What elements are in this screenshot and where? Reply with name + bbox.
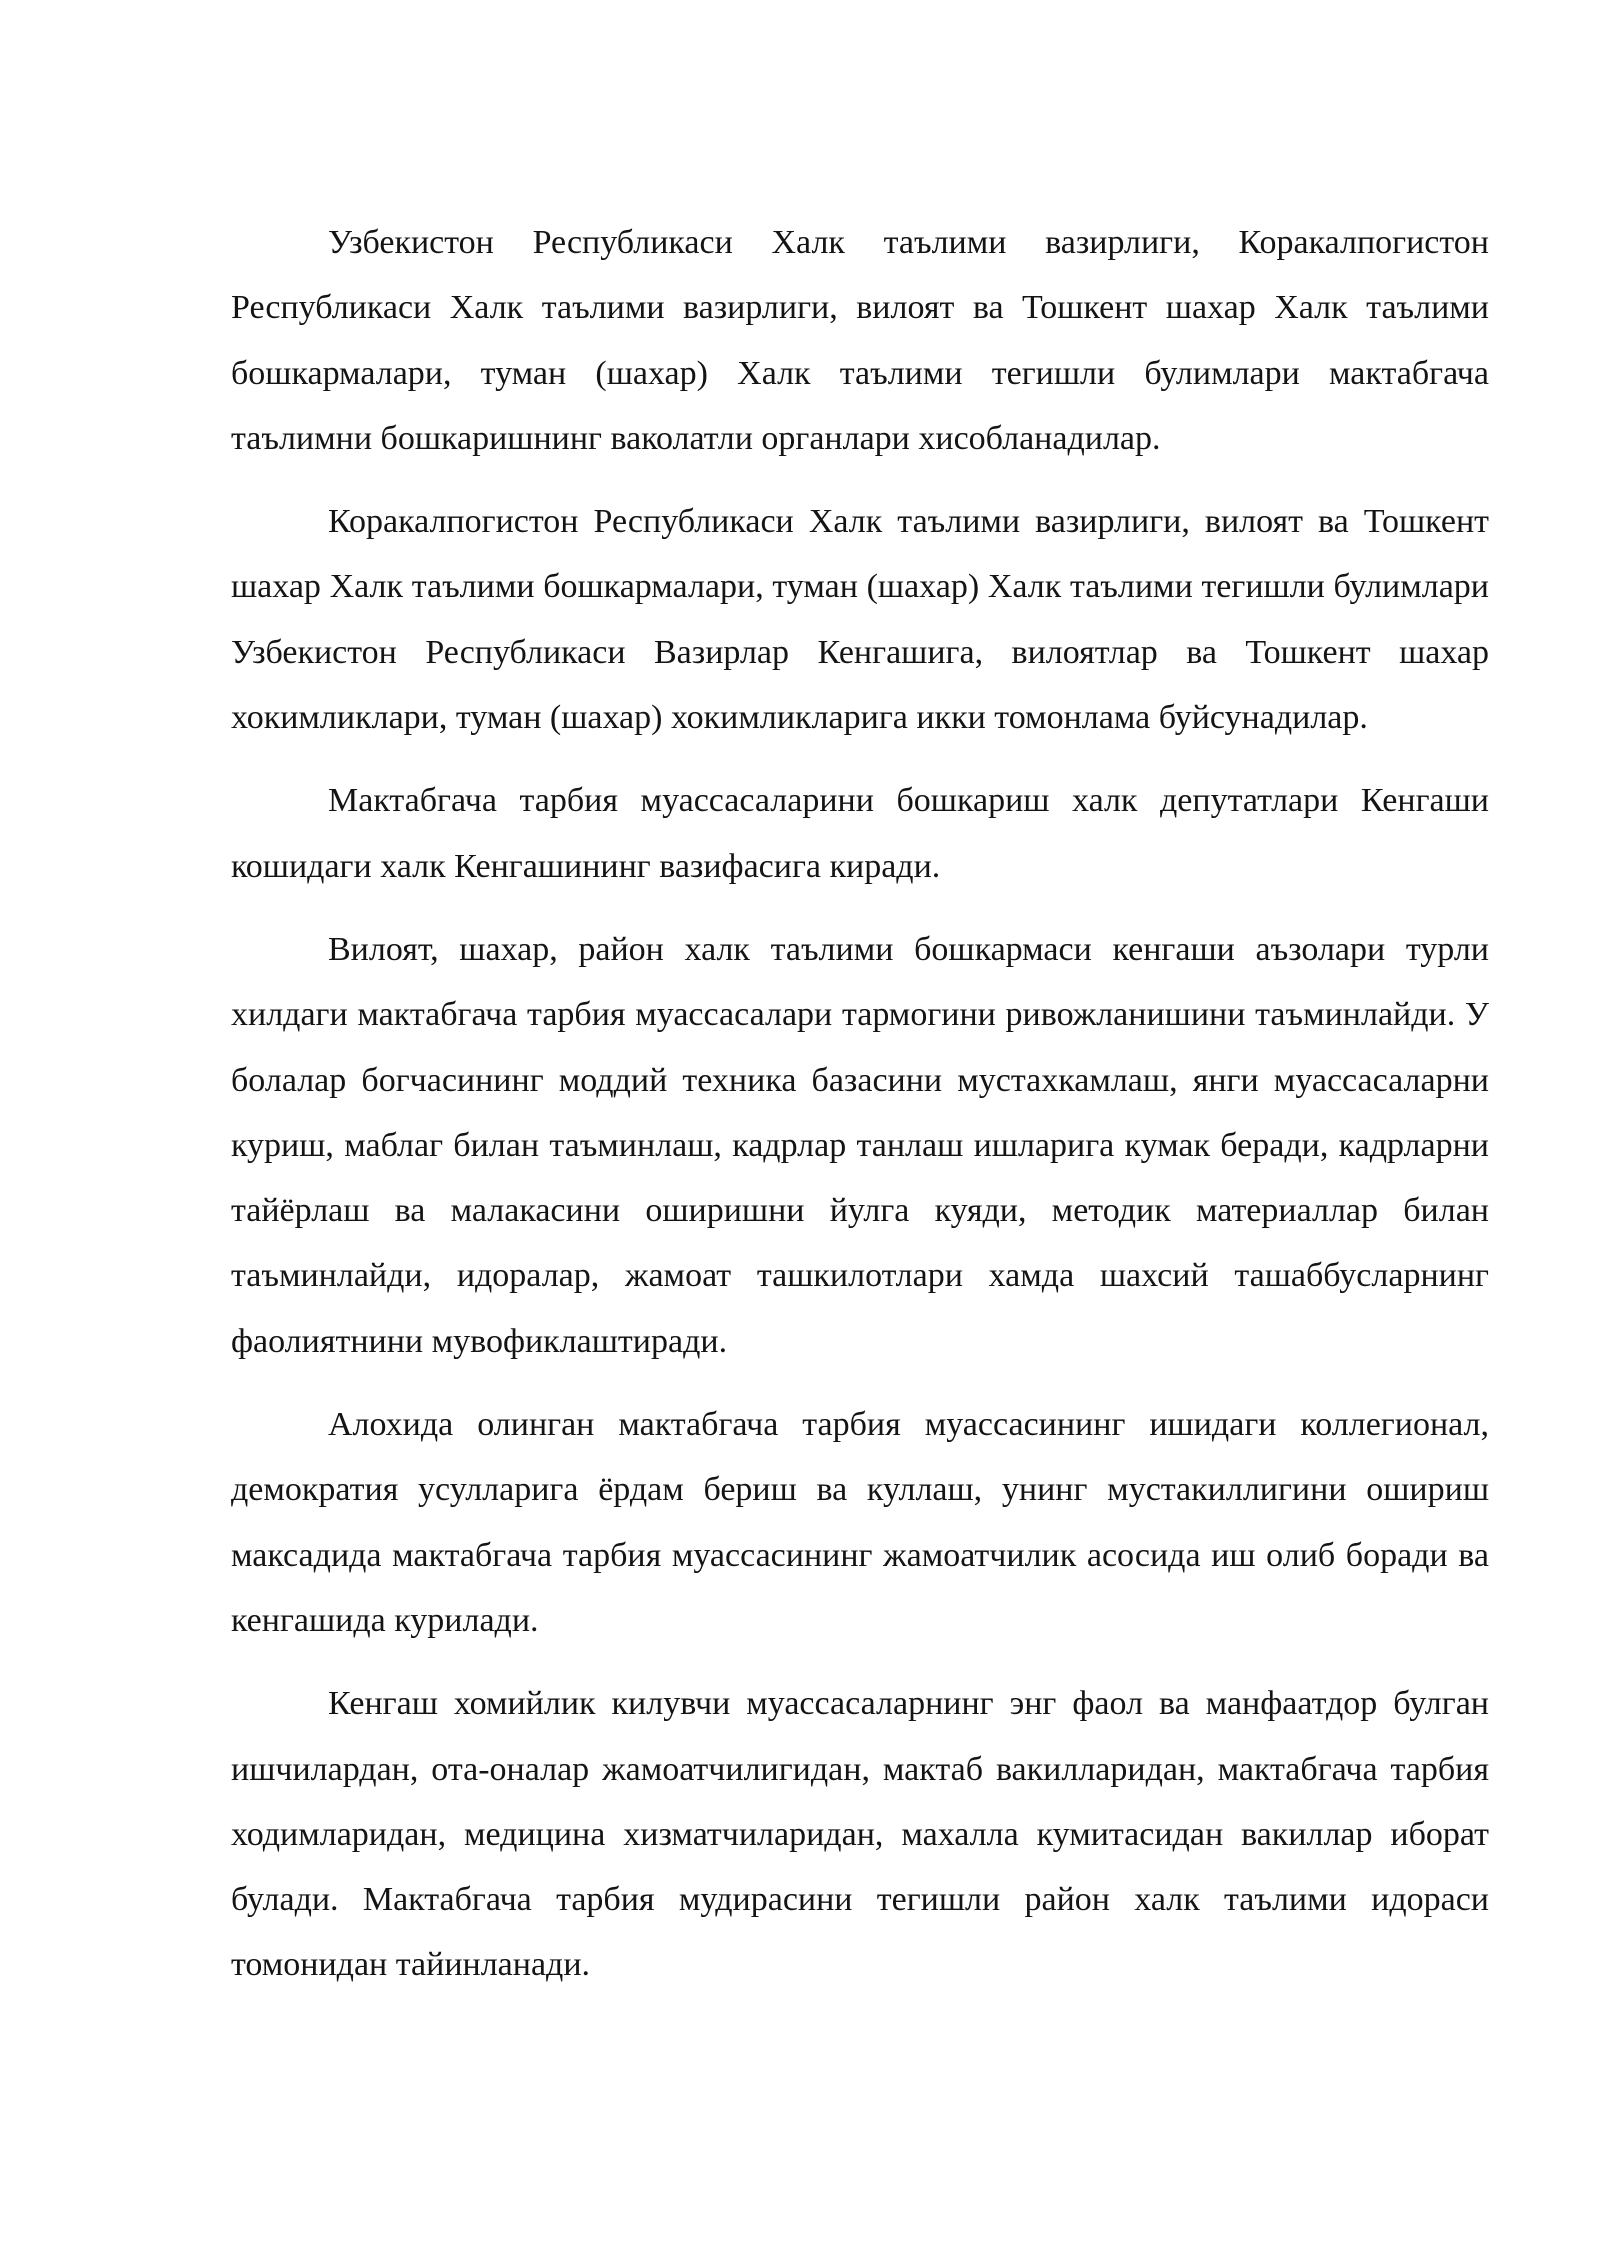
paragraph-5: Алохида олинган мактабгача тарбия муассасининг ишидаги коллегионал, демократия усулларига ёрдам бериш ва куллаш, унинг мустакиллигини ошириш максадида мактабгача тарбия муассасининг жамоатчилик асосида иш олиб боради ва кенгашида курилади. [231,1406,1489,1639]
paragraph-2: Коракалпогистон Республикаси Халк таълими вазирлиги, вилоят ва Тошкент шахар Халк таълими бошкармалари, туман (шахар) Халк таълими тегишли булимлари Узбекистон Республикаси Вазирлар Кенгашига, вилоятлар ва Тошкент шахар хокимликлари, туман (шахар) хокимликларига икки томонлама буйсунадилар. [231,503,1489,737]
paragraph-6: Кенгаш хомийлик килувчи муассасаларнинг энг фаол ва манфаатдор булган ишчилардан, ота-оналар жамоатчилигидан, мактаб вакилларидан, мактабгача тарбия ходимларидан, медицина хизматчиларидан, махалла кумитасидан вакиллар иборат булади. Мактабгача тарбия мудирасини тегишли район халк таълими идораси томонидан тайинланади. [231,1685,1489,1984]
document-body [231,210,1489,2016]
paragraph-3: Мактабгача тарбия муассасаларини бошкариш халк депутатлари Кенгаши кошидаги халк Кенгашининг вазифасига киради. [231,782,1489,885]
paragraph-1: Узбекистон Республикаси Халк таълими вазирлиги, Коракалпогистон Республикаси Халк таълими вазирлиги, вилоят ва Тошкент шахар Халк таълими бошкармалари, туман (шахар) Халк таълими тегишли булимлари мактабгача таълимни бошкаришнинг ваколатли органлари хисобланадилар. [231,224,1489,457]
paragraph-4: Вилоят, шахар, район халк таълими бошкармаси кенгаши аъзолари турли хилдаги мактабгача тарбия муассасалари тармогини ривожланишини таъминлайди. У болалар богчасининг моддий техника базасини мустахкамлаш, янги муассасаларни куриш, маблаг билан таъминлаш, кадрлар танлаш ишларига кумак беради, кадрларни тайёрлаш ва малакасини оширишни йулга куяди, методик материаллар билан таъминлайди, идоралар, жамоат ташкилотлари хамда шахсий ташаббусларнинг фаолиятнини мувофиклаштиради. [231,930,1489,1360]
